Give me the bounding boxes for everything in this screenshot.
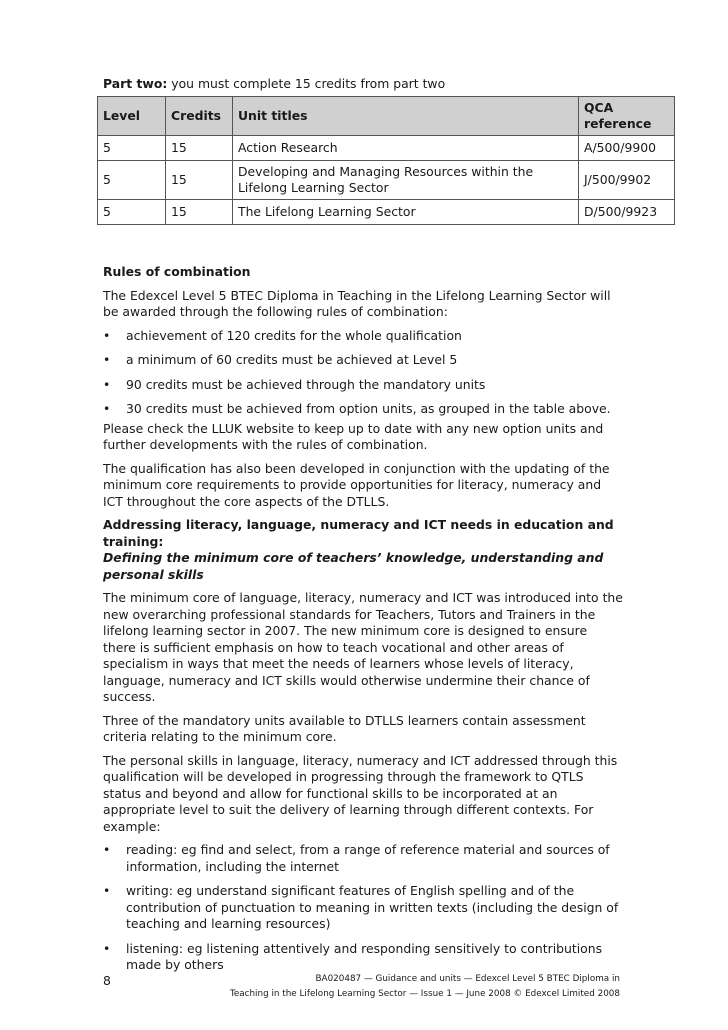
list-item (103, 328, 623, 345)
cell-credits: 15 (166, 200, 233, 225)
table-row (98, 161, 675, 200)
rules-intro: The Edexcel Level 5 BTEC Diploma in Teaching in the Lifelong Learning Sector will be awarded through the following rules of combination: (103, 287, 611, 319)
footer-text (200, 972, 620, 1002)
part-two-heading (103, 76, 445, 91)
cell-qca-reference: J/500/9902 (579, 161, 675, 200)
literacy-para-mandatory-units: Three of the mandatory units available to DTLLS learners contain assessment criteria relating to the minimum core. (103, 712, 586, 744)
bullet-icon: • (103, 352, 111, 367)
literacy-heading-text: Addressing literacy, language, numeracy and ICT needs in education and training: (103, 517, 614, 549)
table-row (98, 136, 675, 161)
cell-level: 5 (98, 200, 166, 225)
cell-level: 5 (98, 136, 166, 161)
header-qca-reference: QCA reference (579, 97, 675, 136)
skills-list (103, 842, 623, 974)
bullet-icon: • (103, 376, 111, 392)
rules-list (103, 328, 623, 418)
bullet-icon: • (103, 883, 111, 898)
cell-level: 5 (98, 161, 166, 200)
header-credits: Credits (166, 97, 233, 136)
cell-credits: 15 (166, 136, 233, 161)
rules-heading: Rules of combination (103, 264, 251, 279)
rules-para-minimum-core: The qualification has also been developed in conjunction with the updating of the minimum core requirements to provide opportunities for literacy, numeracy and ICT throughout the core aspects of the DTLLS. (103, 460, 610, 509)
list-item-text: a minimum of 60 credits must be achieved at Level 5 (126, 352, 458, 367)
cell-unit-title: Action Research (233, 136, 579, 161)
body-content (103, 264, 623, 982)
list-item-text: listening: eg listening attentively and responding sensitively to contributions made by others (126, 940, 603, 972)
list-item (103, 842, 623, 875)
literacy-para-personal-skills: The personal skills in language, literacy, numeracy and ICT addressed through this qualification will be developed in progressing through the framework to QTLS status and beyond and allow for functional skills to be incorporated at an appropriate level to suit the delivery of learning through different contexts. For example: (103, 752, 618, 834)
header-unit-titles: Unit titles (233, 97, 579, 136)
cell-unit-title: Developing and Managing Resources within the Lifelong Learning Sector (233, 161, 579, 200)
list-item (103, 883, 623, 933)
cell-unit-title: The Lifelong Learning Sector (233, 200, 579, 225)
list-item-text: achievement of 120 credits for the whole qualification (126, 327, 462, 343)
table-header-row (98, 97, 675, 136)
list-item (103, 941, 623, 974)
list-item (103, 401, 623, 418)
literacy-heading (103, 517, 623, 550)
footer-line-1: BA020487 — Guidance and units — Edexcel Level 5 BTEC Diploma in (315, 974, 620, 984)
rules-para-llukwebsite: Please check the LLUK website to keep up to date with any new option units and further developments with the rules of combination. (103, 420, 604, 452)
page-number: 8 (103, 973, 111, 988)
units-table (97, 96, 675, 225)
bullet-icon: • (103, 940, 111, 956)
part-two-text: you must complete 15 credits from part two (167, 76, 446, 91)
bullet-icon: • (103, 327, 111, 343)
list-item (103, 352, 623, 369)
cell-credits: 15 (166, 161, 233, 200)
table-row (98, 200, 675, 225)
bullet-icon: • (103, 842, 111, 857)
part-two-label: Part two: (103, 76, 168, 91)
bullet-icon: • (103, 401, 111, 416)
header-level: Level (98, 97, 166, 136)
list-item (103, 377, 623, 394)
list-item-text: 90 credits must be achieved through the mandatory units (126, 376, 486, 392)
cell-qca-reference: D/500/9923 (579, 200, 675, 225)
list-item-text: 30 credits must be achieved from option units, as grouped in the table above. (126, 401, 611, 416)
cell-qca-reference: A/500/9900 (579, 136, 675, 161)
literacy-subheading: Defining the minimum core of teachers’ knowledge, understanding and personal skills (103, 550, 604, 582)
list-item-text: reading: eg find and select, from a range of reference material and sources of information, including the internet (126, 842, 610, 874)
literacy-para-intro: The minimum core of language, literacy, numeracy and ICT was introduced into the new overarching professional standards for Teachers, Tutors and Trainers in the lifelong learning sector in 2007. The new minimum core is designed to ensure there is sufficient emphasis on how to teach vocational and other areas of specialism in ways that meet the needs of learners whose levels of literacy, language, numeracy and ICT skills would otherwise undermine their chance of success. (103, 590, 623, 704)
list-item-text: writing: eg understand significant features of English spelling and of the contribution of punctuation to meaning in written texts (including the design of teaching and learning resources) (126, 883, 619, 931)
footer-line-2: Teaching in the Lifelong Learning Sector — Issue 1 — June 2008 © Edexcel Limited 2008 (229, 989, 620, 999)
